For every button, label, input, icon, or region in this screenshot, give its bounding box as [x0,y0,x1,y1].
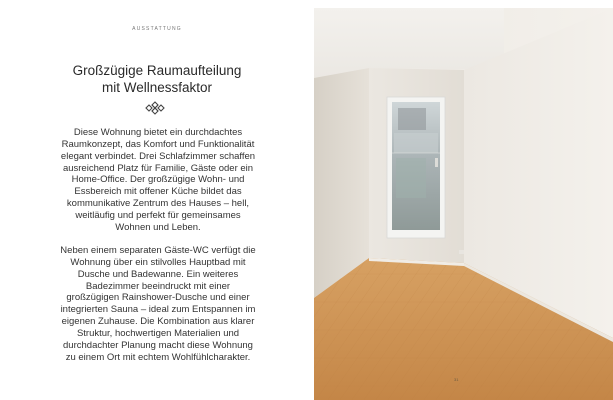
text-line: zu einem Ort mit echtem Wohlfühlcharakter. [65,351,251,363]
body-paragraph-2 [20,245,296,363]
body-paragraph-1 [20,127,296,234]
text-line: Wohnung über ein stilvolles Hauptbad mit [70,256,246,268]
text-line: elegant verbindet. Drei Schlafzimmer schaffen [60,150,256,162]
text-line: weitläufig und perfekt für gemeinsames [75,209,241,221]
text-line: Wohnen und Leben. [115,221,201,233]
text-line: integrierten Sauna – ideal zum Entspannen im [60,304,256,316]
room-photo [314,8,613,400]
text-line: großzügigen Rainshower-Dusche und einer [66,292,250,304]
text-line: Dusche und Badewanne. Ein weiteres [77,268,239,280]
endless-knot-icon [145,101,165,115]
page-number: 31 [454,377,459,382]
text-line: Essbereich mit offener Küche bildet das [74,186,242,198]
section-label: AUSSTATTUNG [132,26,182,32]
text-line: Badezimmer beeindruckt mit einer [85,280,231,292]
text-line: Struktur, hochwertigen Materialien und [76,327,240,339]
room-photo-illustration [314,8,613,400]
text-line: durchdachter Planung macht diese Wohnung [63,339,253,351]
text-line: Diese Wohnung bietet ein durchdachtes [73,127,243,138]
text-line: eigenen Zuhause. Die Kombination aus klarer [61,316,255,328]
page-title [0,62,314,96]
title-line: Großzügige Raumaufteilung [72,63,242,78]
text-line: ausreichend Platz für Familie, Gäste oder ein [62,162,254,174]
text-line: kommunikative Zentrum des Hauses – hell, [66,198,250,210]
text-line: Raumkonzept, das Komfort und Funktionalität [61,138,255,150]
title-line: mit Wellnessfaktor [101,80,213,95]
text-line: Home-Office. Der großzügige Wohn- und [71,174,245,186]
text-line: Neben einem separaten Gäste-WC verfügt die [60,245,256,256]
